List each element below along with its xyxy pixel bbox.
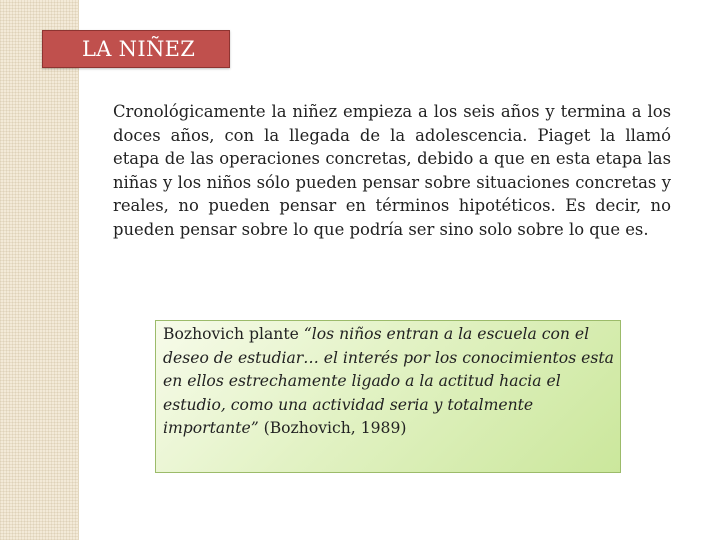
quote-lead: Bozhovich plante — [163, 325, 304, 343]
decorative-side-strip — [0, 0, 79, 540]
quote-text — [163, 323, 618, 441]
body-paragraph: Cronológicamente la niñez empieza a los seis años y termina a los doces años, con la llegada de la adolescencia. Piaget la llamó etapa de las operaciones concretas, debido a que en esta etapa las niñas y los niños sólo pueden pensar sobre situaciones concretas y reales, no pueden pensar en términos hipotéticos. Es decir, no pueden pensar sobre lo que podría ser sino solo sobre lo que es. — [113, 102, 671, 239]
page-title: LA NIÑEZ — [82, 37, 196, 61]
quote-italic: “los niños entran a la escuela con el deseo de estudiar… el interés por los conocimientos esta en ellos estrechamente ligado a la actitud hacia el estudio, como una actividad seria y totalmente importante” — [163, 325, 614, 437]
quote-citation: (Bozhovich, 1989) — [258, 419, 407, 437]
